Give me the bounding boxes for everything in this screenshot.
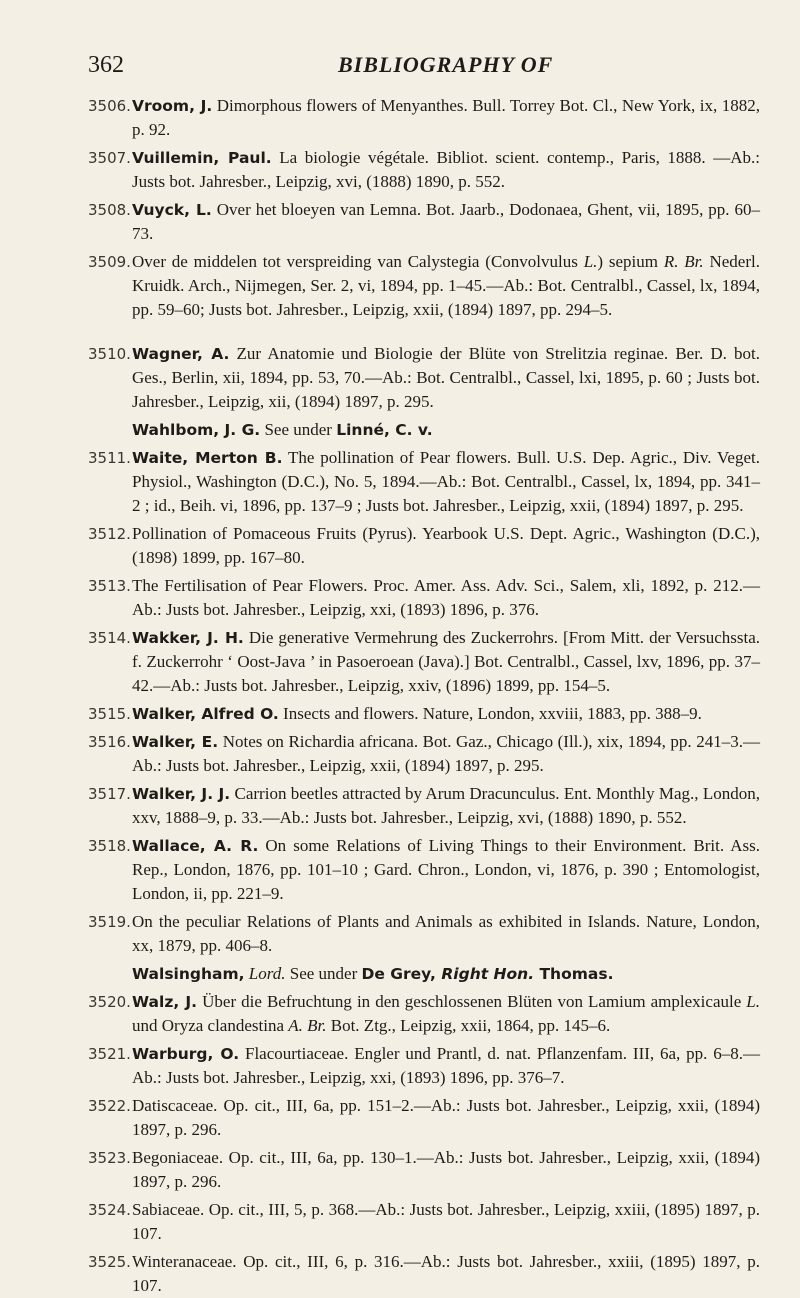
entry-3507: [88, 146, 760, 194]
entry-3513: [88, 574, 760, 622]
entry-number: 3511.: [88, 449, 131, 467]
entry-text: On some Relations of Living Things to their Environment. Brit. Ass. Rep., London, 1876, pp. 101–10 ; Gard. Chron., London, vi, 1876, p. 390 ; Entomologist, London, ii, pp. 221–9.: [132, 836, 760, 903]
entry-text: Nederl. Kruidk. Arch., Nijmegen, Ser. 2, vi, 1894, pp. 1–45.—Ab.: Bot. Centralbl., Cassel, lx, 1894, pp. 59–60; Justs bot. Jahresber., Leipzig, xxii, (1894) 1897, pp. 294–5.: [132, 252, 760, 319]
entry-author: Walker, E.: [132, 733, 219, 751]
xref-italic: Lord.: [244, 964, 286, 983]
entry-number: 3508.: [88, 201, 131, 219]
entry-text: Notes on Richardia africana. Bot. Gaz., Chicago (Ill.), xix, 1894, pp. 241–3.—Ab.: Justs bot. Jahresber., Leipzig, xxii, (1894) 1897, p. 295.: [132, 732, 760, 775]
entry-text: Über die Befruchtung in den geschlossenen Blüten von Lamium amplexicaule: [197, 992, 747, 1011]
entry-author: Walker, Alfred O.: [132, 705, 279, 723]
entry-author: Walz, J.: [132, 993, 198, 1011]
entry-text: Dimorphous flowers of Menyanthes. Bull. Torrey Bot. Cl., New York, ix, 1882, p. 92.: [132, 96, 760, 139]
entry-number: 3509.: [88, 253, 131, 271]
entry-number: 3515.: [88, 705, 131, 723]
entry-number: 3506.: [88, 97, 131, 115]
entry-author: Wakker, J. H.: [132, 629, 244, 647]
xref-text: See under: [260, 420, 337, 439]
xref-target: Linné, C. v.: [336, 421, 433, 439]
xref-author: Wahlbom, J. G.: [132, 421, 261, 439]
entry-number: 3507.: [88, 149, 131, 167]
entry-author: Warburg, O.: [132, 1045, 240, 1063]
page-header: [88, 52, 760, 82]
cross-reference-wahlbom: [88, 418, 760, 442]
entry-text: La biologie végétale. Bibliot. scient. contemp., Paris, 1888. —Ab.: Justs bot. Jahresber., Leipzig, xvi, (1888) 1890, p. 552.: [132, 148, 760, 191]
entry-text: Flacourtiaceae. Engler und Prantl, d. nat. Pflanzenfam. III, 6a, pp. 6–8.—Ab.: Justs bot. Jahresber., Leipzig, xxi, (1893) 1896, pp. 376–7.: [132, 1044, 760, 1087]
entry-number: 3525.: [88, 1253, 131, 1271]
entry-text: On the peculiar Relations of Plants and Animals as exhibited in Islands. Nature, London, xx, 1879, pp. 406–8.: [132, 912, 760, 955]
entry-text: und Oryza clandestina: [132, 1016, 289, 1035]
entry-3512: [88, 522, 760, 570]
entry-author: Vroom, J.: [132, 97, 213, 115]
entry-text: Carrion beetles attracted by Arum Dracunculus. Ent. Monthly Mag., London, xxv, 1888–9, p. 33.—Ab.: Justs bot. Jahresber., Leipzig, xvi, (1888) 1890, p. 552.: [132, 784, 760, 827]
entry-text: Die generative Vermehrung des Zuckerrohrs. [From Mitt. der Versuchssta. f. Zuckerrohr ‘ Oost-Java ’ in Pasoeroean (Java).] Bot. Centralbl., Cassel, lxv, 1896, pp. 37–42.—Ab.: Justs bot. Jahresber., Leipzig, xxiv, (1896) 1899, pp. 154–5.: [132, 628, 760, 695]
entry-3509: [88, 250, 760, 322]
entry-text: Winteranaceae. Op. cit., III, 6, p. 316.—Ab.: Justs bot. Jahresber., xxiii, (1895) 1897, p. 107.: [132, 1252, 760, 1295]
entry-3516: [88, 730, 760, 778]
entry-text: Begoniaceae. Op. cit., III, 6a, pp. 130–1.—Ab.: Justs bot. Jahresber., Leipzig, xxii, (1894) 1897, p. 296.: [132, 1148, 760, 1191]
entry-italic: L.: [746, 992, 761, 1011]
entry-author: Walker, J. J.: [132, 785, 231, 803]
entry-number: 3523.: [88, 1149, 131, 1167]
entry-number: 3524.: [88, 1201, 131, 1219]
entry-number: 3519.: [88, 913, 131, 931]
xref-text: See under: [285, 964, 362, 983]
entry-3522: [88, 1094, 760, 1142]
entry-number: 3510.: [88, 345, 131, 363]
entry-3523: [88, 1146, 760, 1194]
xref-target: Thomas.: [534, 965, 614, 983]
entry-3506: [88, 94, 760, 142]
entry-text: Datiscaceae. Op. cit., III, 6a, pp. 151–2.—Ab.: Justs bot. Jahresber., Leipzig, xxii, (1894) 1897, p. 296.: [132, 1096, 760, 1139]
entry-text: ) sepium: [597, 252, 664, 271]
entry-text: The pollination of Pear flowers. Bull. U.S. Dep. Agric., Div. Veget. Physiol., Washington (D.C.), No. 5, 1894.—Ab.: Bot. Centralbl., Cassel, lx, 1894, pp. 341–2 ; id., Beih. vi, 1896, pp. 137–9 ; Justs bot. Jahresber., Leipzig, xxii, (1894) 1897, p. 295.: [132, 448, 761, 515]
entry-3508: [88, 198, 760, 246]
running-head: BIBLIOGRAPHY OF: [338, 52, 554, 77]
entry-3510: [88, 342, 760, 414]
entry-3515: [88, 702, 760, 726]
entry-author: Vuillemin, Paul.: [132, 149, 272, 167]
entry-number: 3518.: [88, 837, 131, 855]
entry-number: 3516.: [88, 733, 131, 751]
entry-3514: [88, 626, 760, 698]
entry-text: Bot. Ztg., Leipzig, xxii, 1864, pp. 145–6.: [326, 1016, 611, 1035]
entry-3518: [88, 834, 760, 906]
entry-number: 3521.: [88, 1045, 131, 1063]
entry-author: Vuyck, L.: [132, 201, 212, 219]
entry-text: The Fertilisation of Pear Flowers. Proc. Amer. Ass. Adv. Sci., Salem, xli, 1892, p. 212.—Ab.: Justs bot. Jahresber., Leipzig, xxi, (1893) 1896, p. 376.: [132, 576, 760, 619]
page-number: 362: [88, 52, 124, 78]
entry-3517: [88, 782, 760, 830]
xref-target: De Grey,: [361, 965, 436, 983]
entry-number: 3513.: [88, 577, 131, 595]
entry-3525: [88, 1250, 760, 1298]
entry-text: Insects and flowers. Nature, London, xxviii, 1883, pp. 388–9.: [278, 704, 702, 723]
entry-author: Waite, Merton B.: [132, 449, 283, 467]
xref-italic: Right Hon.: [435, 965, 535, 983]
entry-list: [88, 94, 760, 1298]
entry-3521: [88, 1042, 760, 1090]
entry-3524: [88, 1198, 760, 1246]
entry-text: Over de middelen tot verspreiding van Calystegia (Convolvulus: [132, 252, 584, 271]
entry-3520: [88, 990, 760, 1038]
entry-author: Wallace, A. R.: [132, 837, 259, 855]
entry-3511: [88, 446, 760, 518]
entry-text: Over het bloeyen van Lemna. Bot. Jaarb., Dodonaea, Ghent, vii, 1895, pp. 60–73.: [132, 200, 760, 243]
entry-text: Pollination of Pomaceous Fruits (Pyrus). Yearbook U.S. Dept. Agric., Washington (D.C.), (1898) 1899, pp. 167–80.: [132, 524, 760, 567]
entry-text: Zur Anatomie und Biologie der Blüte von Strelitzia reginae. Ber. D. bot. Ges., Berlin, xii, 1894, pp. 53, 70.—Ab.: Bot. Centralbl., Cassel, lxi, 1895, p. 60 ; Justs bot. Jahresber., Leipzig, xii, (1894) 1897, p. 295.: [132, 344, 761, 411]
entry-number: 3522.: [88, 1097, 131, 1115]
entry-italic: R. Br.: [663, 252, 704, 271]
entry-number: 3520.: [88, 993, 131, 1011]
entry-3519: [88, 910, 760, 958]
entry-author: Wagner, A.: [132, 345, 230, 363]
entry-italic: L.: [583, 252, 598, 271]
cross-reference-walsingham: [88, 962, 760, 986]
xref-author: Walsingham,: [132, 965, 245, 983]
entry-text: Sabiaceae. Op. cit., III, 5, p. 368.—Ab.: Justs bot. Jahresber., Leipzig, xxiii, (1895) 1897, p. 107.: [132, 1200, 760, 1243]
entry-number: 3517.: [88, 785, 131, 803]
entry-number: 3512.: [88, 525, 131, 543]
entry-number: 3514.: [88, 629, 131, 647]
entry-italic: A. Br.: [288, 1016, 327, 1035]
